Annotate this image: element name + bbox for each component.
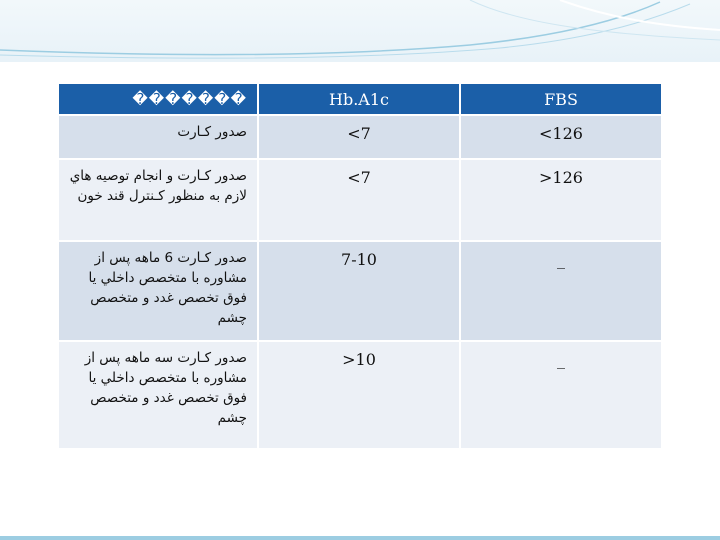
header-hba1c-column: Hb.A1c	[258, 83, 460, 115]
row-hba1c-value: <7	[258, 115, 460, 159]
row-hba1c-value: >10	[258, 341, 460, 449]
decorative-top-band	[0, 0, 720, 62]
criteria-table	[57, 82, 663, 450]
row-description: صدور كـارت و انجام توصيه هاي لازم به منظور كـنترل قند خون	[58, 159, 258, 241]
row-fbs-value: _	[460, 341, 662, 449]
table-row	[58, 241, 662, 341]
table-row	[58, 115, 662, 159]
row-fbs-value: <126	[460, 115, 662, 159]
header-fbs-column: FBS	[460, 83, 662, 115]
row-hba1c-value: 7-10	[258, 241, 460, 341]
row-description: صدور كـارت سه ماهه پس از مشاوره با متخصص داخلي يا فوق تخصص غدد و متخصص چشم	[58, 341, 258, 449]
header-text-column: �������	[58, 83, 258, 115]
decorative-wave-graphic	[0, 0, 720, 62]
row-description: صدور كـارت 6 ماهه پس از مشاوره با متخصص داخلي يا فوق تخصص غدد و متخصص چشم	[58, 241, 258, 341]
row-description: صدور كـارت	[58, 115, 258, 159]
row-fbs-value: >126	[460, 159, 662, 241]
table-header-row	[58, 83, 662, 115]
row-fbs-value: _	[460, 241, 662, 341]
decorative-bottom-line	[0, 536, 720, 540]
table-row	[58, 159, 662, 241]
table-row	[58, 341, 662, 449]
row-hba1c-value: <7	[258, 159, 460, 241]
